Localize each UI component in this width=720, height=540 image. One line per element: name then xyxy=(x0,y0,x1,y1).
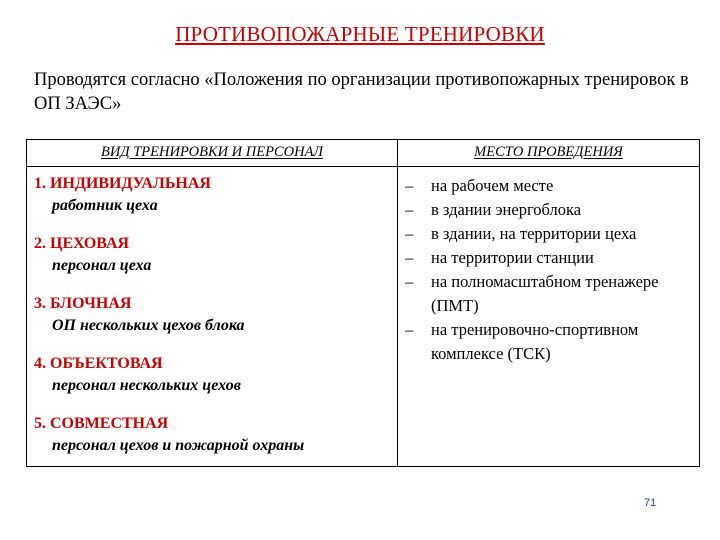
training-type-staff: персонал нескольких цехов xyxy=(52,377,241,394)
bullet-dash: – xyxy=(405,200,414,219)
training-type-name: 2. ЦЕХОВАЯ xyxy=(34,235,130,252)
training-type-name: 3. БЛОЧНАЯ xyxy=(34,295,132,312)
training-type-staff: персонал цехов и пожарной охраны xyxy=(52,437,305,454)
training-type-name: 1. ИНДИВИДУАЛЬНАЯ xyxy=(34,175,211,192)
location-text: на тренировочно-спортивном комплексе (ТСК) xyxy=(431,320,639,363)
training-type-item xyxy=(34,413,394,473)
location-text: на полномасштабном тренажере (ПМТ) xyxy=(431,272,659,315)
bullet-dash: – xyxy=(405,320,414,339)
training-type-item xyxy=(34,233,394,293)
bullet-dash: – xyxy=(405,176,414,195)
training-type-staff: персонал цеха xyxy=(52,257,152,274)
training-types-list xyxy=(34,173,394,473)
training-type-staff: работник цеха xyxy=(52,197,158,214)
training-type-name: 5. СОВМЕСТНАЯ xyxy=(34,415,169,432)
training-table xyxy=(26,139,700,467)
location-item xyxy=(405,222,699,246)
location-item xyxy=(405,246,699,270)
location-item xyxy=(405,174,699,198)
bullet-dash: – xyxy=(405,248,414,267)
training-type-item xyxy=(34,353,394,413)
page-number: 71 xyxy=(644,497,657,509)
training-type-staff: ОП нескольких цехов блока xyxy=(52,317,245,334)
location-item xyxy=(405,270,699,318)
location-text: на рабочем месте xyxy=(431,176,554,195)
training-type-name: 4. ОБЪЕКТОВАЯ xyxy=(34,355,163,372)
header-training-type: ВИД ТРЕНИРОВКИ И ПЕРСОНАЛ xyxy=(101,144,323,160)
location-text: в здании, на территории цеха xyxy=(431,224,637,243)
subtitle: Проводятся согласно «Положения по организации противопожарных тренировок в ОП ЗАЭС» xyxy=(34,70,689,114)
header-divider xyxy=(27,166,699,167)
location-item xyxy=(405,198,699,222)
training-type-item xyxy=(34,173,394,233)
location-text: на территории станции xyxy=(431,248,594,267)
training-type-item xyxy=(34,293,394,353)
column-divider xyxy=(397,140,398,466)
location-text: в здании энергоблока xyxy=(431,200,582,219)
location-item xyxy=(405,318,699,366)
bullet-dash: – xyxy=(405,224,414,243)
header-location: МЕСТО ПРОВЕДЕНИЯ xyxy=(474,144,623,160)
bullet-dash: – xyxy=(405,272,414,291)
locations-list xyxy=(405,174,699,366)
page-title: ПРОТИВОПОЖАРНЫЕ ТРЕНИРОВКИ xyxy=(175,22,545,46)
